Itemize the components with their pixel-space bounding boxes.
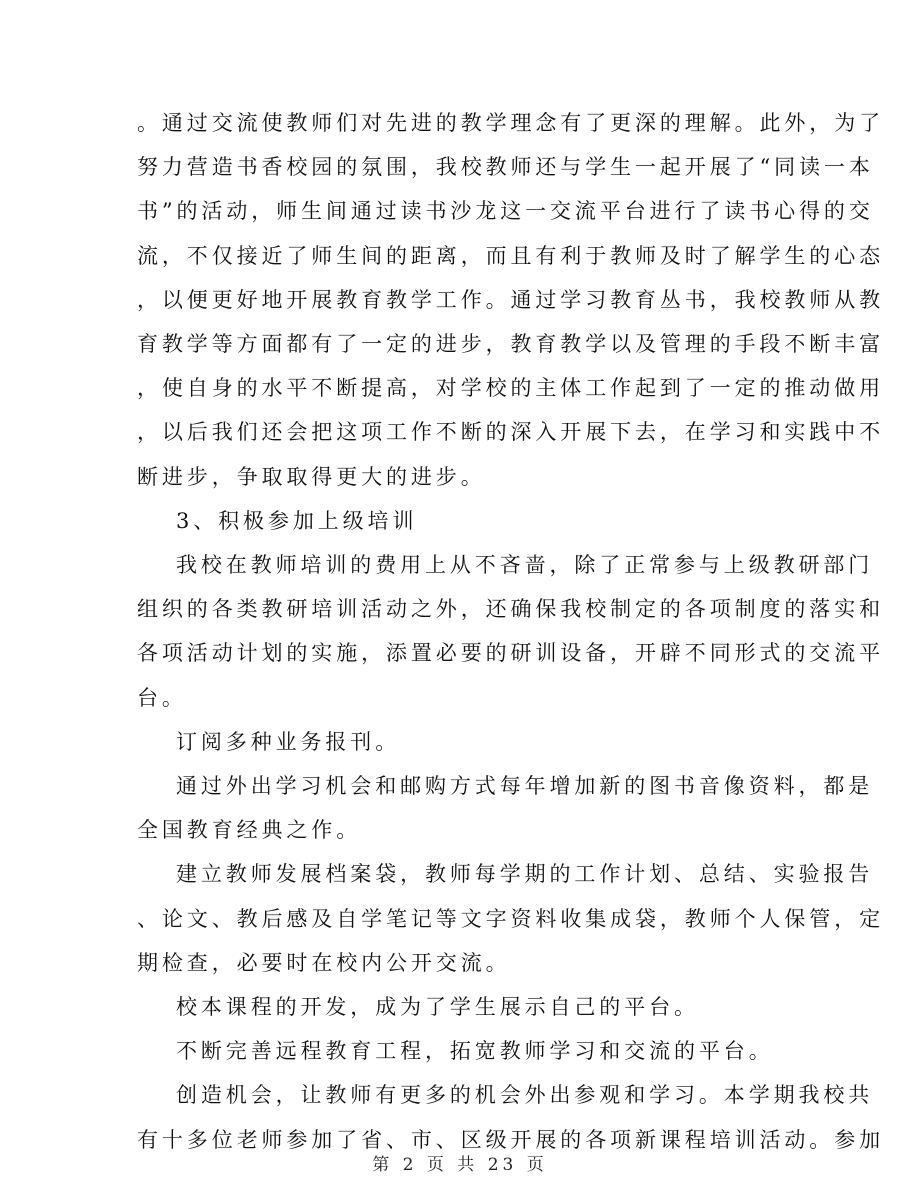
text-line: 订阅多种业务报刊。 — [176, 729, 401, 754]
text-line: 、论文、教后感及自学笔记等文字资料收集成袋，教师个人保管，定 — [137, 906, 884, 931]
text-line: 断进步，争取取得更大的进步。 — [137, 464, 486, 489]
text-line: 组织的各类教研培训活动之外，还确保我校制定的各项制度的落实和 — [137, 597, 884, 622]
text-line: ，使自身的水平不断提高，对学校的主体工作起到了一定的推动做用 — [137, 376, 884, 401]
text-line: 流，不仅接近了师生间的距离，而且有利于教师及时了解学生的心态 — [137, 243, 884, 268]
text-line: 育教学等方面都有了一定的进步，教育教学以及管理的手段不断丰富 — [137, 332, 884, 356]
text-line: 。通过交流使教师们对先进的教学理念有了更深的理解。此外，为了 — [137, 111, 884, 135]
text-line: 不断完善远程教育工程，拓宽教师学习和交流的平台。 — [176, 1039, 774, 1064]
text-line: 书”的活动，师生间通过读书沙龙这一交流平台进行了读书心得的交 — [137, 199, 874, 224]
text-line: 全国教育经典之作。 — [137, 818, 362, 843]
section-heading: 3、积极参加上级培训 — [176, 508, 418, 533]
text-line: 校本课程的开发，成为了学生展示自己的平台。 — [176, 995, 699, 1019]
text-line: 我校在教师培训的费用上从不吝啬，除了正常参与上级教研部门 — [176, 553, 874, 577]
text-line: 通过外出学习机会和邮购方式每年增加新的图书音像资料，都是 — [176, 774, 874, 798]
page-number: 第 2 页 共 23 页 — [372, 1155, 548, 1175]
text-line: 各项活动计划的实施，添置必要的研训设备，开辟不同形式的交流平 — [137, 641, 884, 666]
text-line: 台。 — [137, 685, 187, 710]
text-line: 建立教师发展档案袋，教师每学期的工作计划、总结、实验报告 — [176, 862, 874, 887]
text-line: ，以后我们还会把这项工作不断的深入开展下去，在学习和实践中不 — [137, 420, 884, 445]
text-line: 有十多位老师参加了省、市、区级开展的各项新课程培训活动。参加 — [137, 1127, 884, 1152]
text-line: 期检查，必要时在校内公开交流。 — [137, 950, 511, 975]
text-line: 创造机会，让教师有更多的机会外出参观和学习。本学期我校共 — [176, 1083, 874, 1108]
text-line: 努力营造书香校园的氛围，我校教师还与学生一起开展了“同读一本 — [137, 155, 874, 180]
text-line: ，以便更好地开展教育教学工作。通过学习教育丛书，我校教师从教 — [137, 287, 884, 312]
